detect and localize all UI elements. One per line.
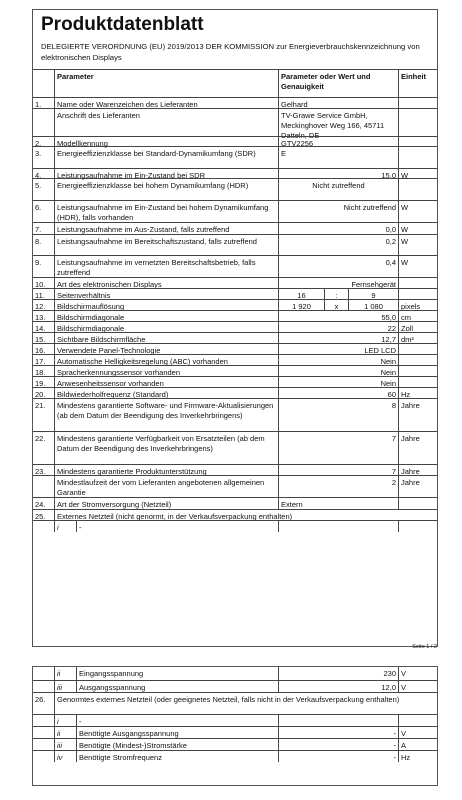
sub-row-number: i <box>55 715 77 726</box>
sub-row-description: Eingangsspannung <box>77 667 279 680</box>
sub-row-number: ii <box>55 667 77 680</box>
row-unit <box>399 289 437 299</box>
row-description: Spracherkennungssensor vorhanden <box>55 366 279 376</box>
row-description: Mindestlaufzeit der vom Lieferanten angebotenen allgemeinen Garantie <box>55 476 279 497</box>
row-description: Energieeffizienzklasse bei Standard-Dynamikumfang (SDR) <box>55 147 279 168</box>
row-number: 3. <box>33 147 55 168</box>
table-row <box>33 343 437 354</box>
table-row <box>33 726 437 738</box>
row-unit: W <box>401 258 409 267</box>
row-number: 13. <box>33 311 55 321</box>
row-unit: Jahre <box>401 478 420 487</box>
datasheet-page-1 <box>32 9 438 650</box>
table-row <box>33 168 437 178</box>
row-unit: Zoll <box>401 324 414 333</box>
row-description: Bildwiederholfrequenz (Standard) <box>55 388 279 398</box>
row-number: 6. <box>33 201 55 222</box>
row-description: Seitenverhältnis <box>55 289 279 299</box>
table-row <box>33 277 437 288</box>
row-value: Nein <box>279 355 399 365</box>
table-row <box>33 738 437 750</box>
row-value: Nein <box>279 377 399 387</box>
row-number <box>33 739 55 750</box>
row-unit: V <box>401 729 407 738</box>
page-title: Produktdatenblatt <box>41 14 204 35</box>
row-number: 1. <box>33 98 55 108</box>
row-number: 20. <box>33 388 55 398</box>
table-row <box>33 136 437 146</box>
row-number: 10. <box>33 278 55 288</box>
row-unit <box>399 137 437 146</box>
row-description: Automatische Helligkeitsregelung (ABC) vorhanden <box>55 355 279 365</box>
table-row <box>33 387 437 398</box>
row-description: Mindestens garantierte Produktunterstützung <box>55 465 279 475</box>
row-value: LED LCD <box>279 344 399 354</box>
row-value: Nicht zutreffend <box>279 201 399 222</box>
row-unit: A <box>401 741 407 750</box>
table-row <box>33 431 437 464</box>
row-value: GTV2256 <box>279 137 399 146</box>
row-number: 11. <box>33 289 55 299</box>
row-unit <box>399 355 437 365</box>
row-number <box>33 681 55 692</box>
table-row <box>33 475 437 497</box>
row-unit: W <box>401 171 409 180</box>
row-number <box>33 476 55 497</box>
row-value: 230 <box>279 667 399 680</box>
row-description: Anwesenheitssensor vorhanden <box>55 377 279 387</box>
sub-row-number: iii <box>55 681 77 692</box>
table-row <box>33 332 437 343</box>
table-row <box>33 714 437 726</box>
row-unit <box>399 147 437 168</box>
row-number: 14. <box>33 322 55 332</box>
row-value: 0,4 <box>279 256 399 277</box>
row-value: 0,0 <box>279 223 399 234</box>
row-number: 25. <box>33 510 55 520</box>
row-number <box>33 715 55 726</box>
row-unit <box>399 498 437 509</box>
row-unit <box>399 366 437 376</box>
table-row <box>33 520 437 532</box>
sub-row-description: Ausgangsspannung <box>77 681 279 692</box>
row-number: 4. <box>33 169 55 178</box>
table-row <box>33 692 437 714</box>
row-description: Leistungsaufnahme im Ein-Zustand bei SDR <box>55 169 279 178</box>
sub-row-number: iv <box>55 751 77 762</box>
row-description: Sichtbare Bildschirmfläche <box>55 333 279 343</box>
row-value-2: 9 <box>349 289 399 299</box>
product-data-table <box>33 69 437 532</box>
row-full-description: Genormtes externes Netzteil (oder geeignetes Netzteil, falls nicht in der Verkaufsverpackung enthalten) <box>57 695 400 704</box>
row-number <box>33 109 55 136</box>
row-value-1: 1 920 <box>279 300 325 310</box>
sub-row-description: Benötigte Ausgangsspannung <box>77 727 279 738</box>
sub-row-description: Benötigte Stromfrequenz <box>77 751 279 762</box>
row-unit <box>399 344 437 354</box>
row-unit: Jahre <box>401 434 420 443</box>
table-row <box>33 321 437 332</box>
row-number: 9. <box>33 256 55 277</box>
table-row <box>33 365 437 376</box>
row-unit: V <box>401 669 407 678</box>
row-value: 12,7 <box>279 333 399 343</box>
row-number: 12. <box>33 300 55 310</box>
row-number <box>33 667 55 680</box>
row-value: 55,0 <box>279 311 399 321</box>
row-description: Bildschirmdiagonale <box>55 322 279 332</box>
table-row <box>33 750 437 762</box>
row-description: Leistungsaufnahme im vernetzten Bereitschaftsbetrieb, falls zutreffend <box>55 256 279 277</box>
row-value: Nein <box>279 366 399 376</box>
row-number: 8. <box>33 235 55 255</box>
row-unit: pixels <box>401 302 421 311</box>
row-number: 7. <box>33 223 55 234</box>
row-unit <box>399 715 437 726</box>
sub-row-description: Benötigte (Mindest-)Stromstärke <box>77 739 279 750</box>
header-unit: Einheit <box>401 72 427 81</box>
table-row <box>33 299 437 310</box>
row-unit <box>399 278 437 288</box>
row-unit <box>399 521 437 532</box>
row-number: 23. <box>33 465 55 475</box>
row-unit: Jahre <box>401 467 420 476</box>
table-row <box>33 200 437 222</box>
row-number <box>33 521 55 532</box>
row-number <box>33 751 55 762</box>
row-value: 22 <box>279 322 399 332</box>
table-row <box>33 310 437 321</box>
row-number: 16. <box>33 344 55 354</box>
row-unit: V <box>401 683 407 692</box>
row-unit: dm² <box>401 335 414 344</box>
sub-row-description: - <box>77 521 279 532</box>
table-row <box>33 667 437 680</box>
table-row <box>33 178 437 200</box>
row-description: Mindestens garantierte Verfügbarkeit von Ersatzteilen (ab dem Datum der Beendigung des Inverkehrbringens) <box>55 432 279 464</box>
sub-row-number: i <box>55 521 77 532</box>
sub-row-number: ii <box>55 727 77 738</box>
row-value: Fernsehgerät <box>279 278 399 288</box>
table-row <box>33 680 437 692</box>
sub-row-description: - <box>77 715 279 726</box>
table-row <box>33 222 437 234</box>
row-value: 12,0 <box>279 681 399 692</box>
row-number: 2. <box>33 137 55 146</box>
row-value: - <box>279 751 399 762</box>
row-value: 8 <box>279 399 399 431</box>
row-value: Extern <box>279 498 399 509</box>
row-number <box>33 727 55 738</box>
row-description: Art der Stromversorgung (Netzteil) <box>55 498 279 509</box>
row-value: TV-Grawe Service GmbH, Meckinghover Weg 166, 45711 Datteln, DE <box>279 109 399 136</box>
row-value: - <box>279 727 399 738</box>
table-row <box>33 354 437 365</box>
row-unit: Hz <box>401 753 411 762</box>
table-row <box>33 255 437 277</box>
datasheet-page-2 <box>32 666 438 786</box>
row-value <box>279 521 399 532</box>
row-value: 7 <box>279 465 399 475</box>
row-number: 24. <box>33 498 55 509</box>
row-unit: Hz <box>401 390 411 399</box>
table-header <box>33 69 437 97</box>
row-value: 60 <box>279 388 399 398</box>
table-row <box>33 376 437 387</box>
page-number: Seite 1 / 2 <box>412 644 437 650</box>
row-description: Leistungsaufnahme im Ein-Zustand bei hohem Dynamikumfang (HDR), falls vorhanden <box>55 201 279 222</box>
row-description: Art des elektronischen Displays <box>55 278 279 288</box>
table-row <box>33 97 437 108</box>
table-row <box>33 234 437 255</box>
table-row <box>33 497 437 509</box>
row-unit: cm <box>401 313 411 322</box>
row-value: E <box>279 147 399 168</box>
row-number: 22. <box>33 432 55 464</box>
row-value-2: 1 080 <box>349 300 399 310</box>
row-value: 15,0 <box>279 169 399 178</box>
row-value <box>279 715 399 726</box>
row-unit <box>399 98 437 108</box>
row-number: 21. <box>33 399 55 431</box>
row-description: Energieeffizienzklasse bei hohem Dynamikumfang (HDR) <box>55 179 279 200</box>
row-description: Leistungsaufnahme im Bereitschaftszustand, falls zutreffend <box>55 235 279 255</box>
row-number: 26. <box>33 693 55 714</box>
row-full-description: Externes Netzteil (nicht genormt, in der Verkaufsverpackung enthalten) <box>57 512 293 521</box>
row-unit: W <box>401 225 409 234</box>
row-value-separator: : <box>325 289 349 299</box>
row-value: 2 <box>279 476 399 497</box>
row-value: 0,2 <box>279 235 399 255</box>
row-unit <box>399 377 437 387</box>
row-value-separator: x <box>325 300 349 310</box>
row-number: 19. <box>33 377 55 387</box>
row-description: Leistungsaufnahme im Aus-Zustand, falls zutreffend <box>55 223 279 234</box>
row-value: 7 <box>279 432 399 464</box>
table-row <box>33 288 437 299</box>
row-description: Bildschirmauflösung <box>55 300 279 310</box>
table-row <box>33 509 437 520</box>
row-description: Bildschirmdiagonale <box>55 311 279 321</box>
table-row <box>33 146 437 168</box>
table-row <box>33 398 437 431</box>
row-number: 17. <box>33 355 55 365</box>
regulation-subtitle: DELEGIERTE VERORDNUNG (EU) 2019/2013 DER KOMMISSION zur Energieverbrauchskennzeichnung von elektronischen Displays <box>41 42 420 62</box>
row-unit: W <box>401 203 409 212</box>
row-description: Mindestens garantierte Software- und Firmware-Aktualisierungen (ab dem Datum der Beendigung des Inverkehrbringens) <box>55 399 279 431</box>
row-number: 15. <box>33 333 55 343</box>
row-unit <box>399 179 437 200</box>
header-value: Parameter oder Wert und Genauigkeit <box>279 70 399 97</box>
row-unit: Jahre <box>401 401 420 410</box>
row-value: Gelhard <box>279 98 399 108</box>
row-description: Modellkennung <box>55 137 279 146</box>
row-unit <box>399 109 437 136</box>
row-value: Nicht zutreffend <box>279 179 399 200</box>
row-description: Name oder Warenzeichen des Lieferanten <box>55 98 279 108</box>
table-row <box>33 464 437 475</box>
row-value: - <box>279 739 399 750</box>
sub-row-number: iii <box>55 739 77 750</box>
table-row <box>33 108 437 140</box>
row-number: 18. <box>33 366 55 376</box>
row-description: Verwendete Panel-Technologie <box>55 344 279 354</box>
row-description: Anschrift des Lieferanten <box>55 109 279 136</box>
header-parameter: Parameter <box>55 70 279 97</box>
row-number: 5. <box>33 179 55 200</box>
row-unit: W <box>401 237 409 246</box>
row-value-1: 16 <box>279 289 325 299</box>
